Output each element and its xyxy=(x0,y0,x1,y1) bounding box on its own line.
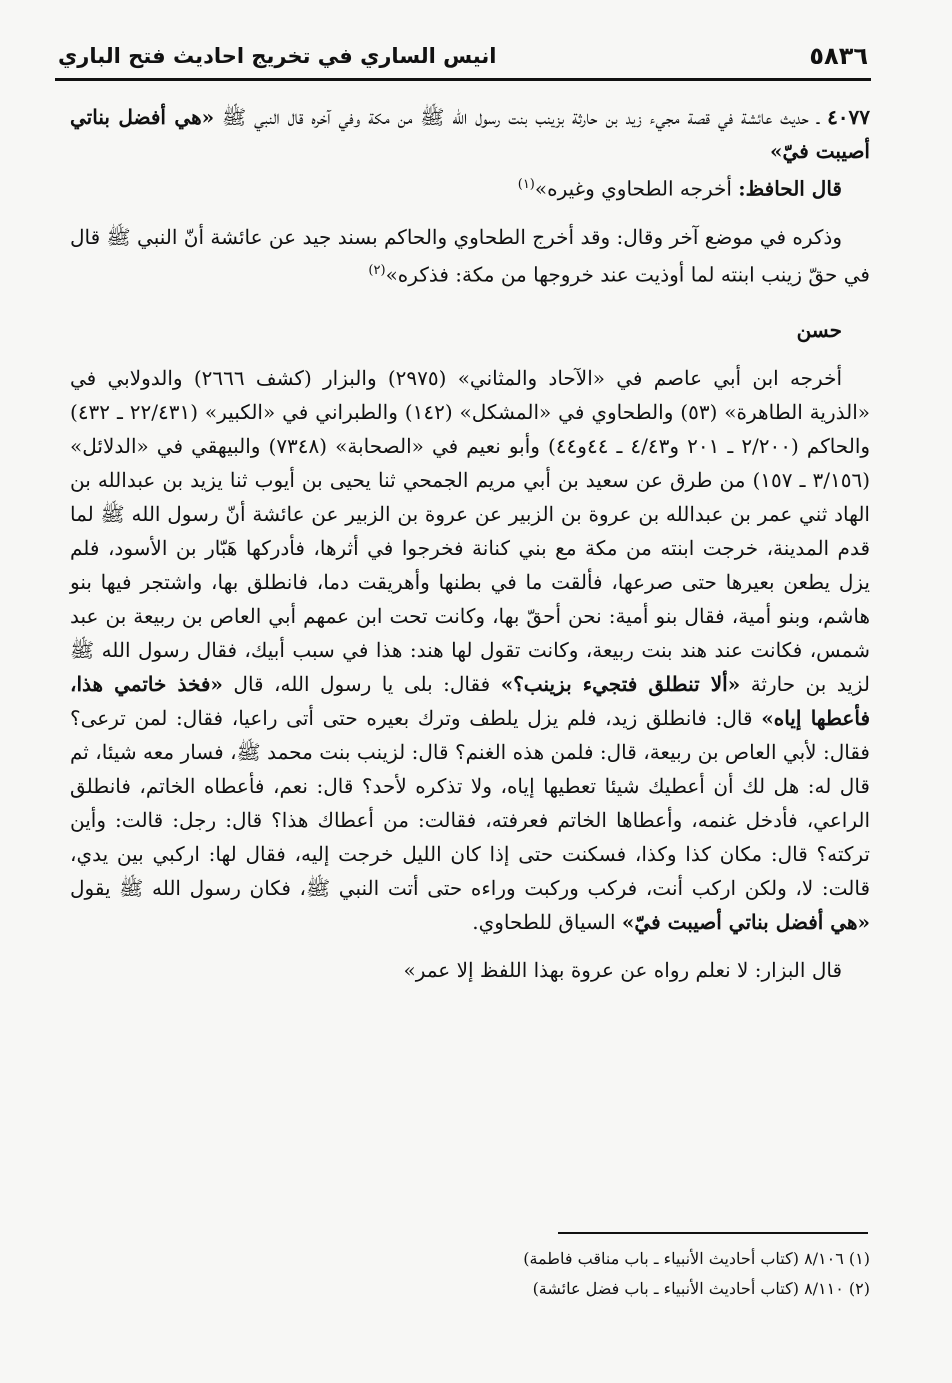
running-title: انيس الساري في تخريج احاديث فتح الباري xyxy=(58,44,497,68)
footnote-ref-2: (٢) xyxy=(368,262,386,278)
takhrij-text-g: السياق للطحاوي. xyxy=(472,910,616,935)
page-number: ٥٨٣٦ xyxy=(809,42,868,70)
quote-zaynab: «ألا تنطلق فتجيء بزينب؟» xyxy=(500,672,741,697)
quote-ring: «فخذ خاتمي هذا، فأعطها إياه» xyxy=(70,672,870,731)
takhrij-text-e: قال: فانطلق زيد، فلم يزل يلطف وترك بعيره حتى أتى راعيا، فقال: لمن ترعى؟ فقال: لأبي العاص بن ربيعة، قال: فلمن هذه الغنم؟ قال: لزينب بنت محمد ﷺ، فسار معه شيئا، ثم قال له: هل لك أن أعطيك شيئا تعطيها إياه، ولا تذكره لأحد؟ قال: نعم، فأعطاه الخاتم، فانطلق الراعي، فأدخل غنمه، وأعطاها الخاتم فعرفته، فقالت: من أعطاك هذا؟ قال: رجل: قالت: وأين تركته؟ قال: مكان كذا وكذا، فسكنت حتى إذا كان الليل خرجت إليه، فقال لها: اركبي بين يدي، قالت: لا، ولكن اركب أنت، فركب وركبت وراءه حتى أتت النبي ﷺ، فكان رسول الله ﷺ يقول xyxy=(70,706,870,901)
footnotes xyxy=(70,1244,870,1304)
quote-best-daughter: «هي أفضل بناتي أصيبت فيّ» xyxy=(621,910,870,935)
hadith-entry xyxy=(70,100,870,168)
grade-heading: حسن xyxy=(796,318,842,343)
footnote-2: (٢) ٨/١١٠ (كتاب أحاديث الأنبياء ـ باب فضل عائشة) xyxy=(532,1279,870,1298)
footnote-ref-1: (١) xyxy=(517,177,535,192)
bazzar-note: قال البزار: لا نعلم رواه عن عروة بهذا اللفظ إلا عمر» xyxy=(403,958,842,983)
hafiz-note xyxy=(70,168,870,206)
hadith-number: ٤٠٧٧ xyxy=(827,105,871,129)
hafiz-text: أخرجه الطحاوي وغيره» xyxy=(534,176,732,201)
main-body xyxy=(70,100,870,987)
second-mention-text: وذكره في موضع آخر وقال: وقد أخرج الطحاوي والحاكم بسند جيد عن عائشة أنّ النبي ﷺ قال في حقّ زينب ابنته لما أوذيت عند خروجها من مكة: فذكره» xyxy=(70,224,870,287)
footnote-rule xyxy=(558,1232,868,1234)
takhrij-text-a: أخرجه ابن أبي عاصم في «الآحاد والمثاني» (٢٩٧٥) والبزار (كشف ٢٦٦٦) والدولابي في «الذرية الطاهرة» (٥٣) والطحاوي في «المشكل» (١٤٢) والطبراني في «الكبير» (٢٢/٤٣١ ـ ٤٣٢) والحاكم (٢/٢٠٠ ـ ٢٠١ و٤/٤٣ ـ ٤٤و٤٤) وأبو نعيم في «الصحابة» (٧٣٤٨) والبيهقي في «الدلائل» (٣/١٥٦ ـ ١٥٧) من طرق عن سعيد بن أبي مريم الجمحي ثنا يحيى بن أيوب ثنا يزيد بن عبدالله بن الهاد ثني عمر بن عبدالله بن عروة بن الزبير عن عروة بن الزبير عن عائشة أنّ رسول الله ﷺ لما قدم المدينة، خرجت ابنته من مكة مع بني كنانة فخرجوا في أثرها، فأدركها هَبّار بن الأسود، فلم يزل يطعن بعيرها حتى صرعها، فألقت ما في بطنها وأهريقت دما، فانطلق بها، واشتجر فيها بنو هاشم، وبنو أمية، فقال بنو أمية: نحن أحقّ بها، وكانت تحت ابن عمهم أبي العاص بن ربيعة بن عبد شمس، فكانت عند هند بنت ربيعة، وكانت تقول لها هند: هذا في سبب أبيك، فقال رسول الله ﷺ لزيد بن حارثة xyxy=(70,366,871,697)
footnote-1: (١) ٨/١٠٦ (كتاب أحاديث الأنبياء ـ باب مناقب فاطمة) xyxy=(523,1249,870,1268)
prophet-quote: «هي أفضل بناتي أصيبت فيّ» xyxy=(70,105,870,163)
takhrij-text-c: فقال: بلى يا رسول الله، قال xyxy=(233,672,491,697)
header-rule xyxy=(55,78,871,81)
second-mention xyxy=(70,220,870,292)
hadith-text: ـ حديث عائشة في قصة مجيء زيد بن حارثة بزينب بنت رسول الله ﷺ من مكة وفي آخره قال النبي ﷺ xyxy=(221,105,820,129)
page-header xyxy=(58,38,868,74)
takhrij-paragraph xyxy=(70,361,870,939)
hafiz-label: قال الحافظ: xyxy=(738,176,842,201)
